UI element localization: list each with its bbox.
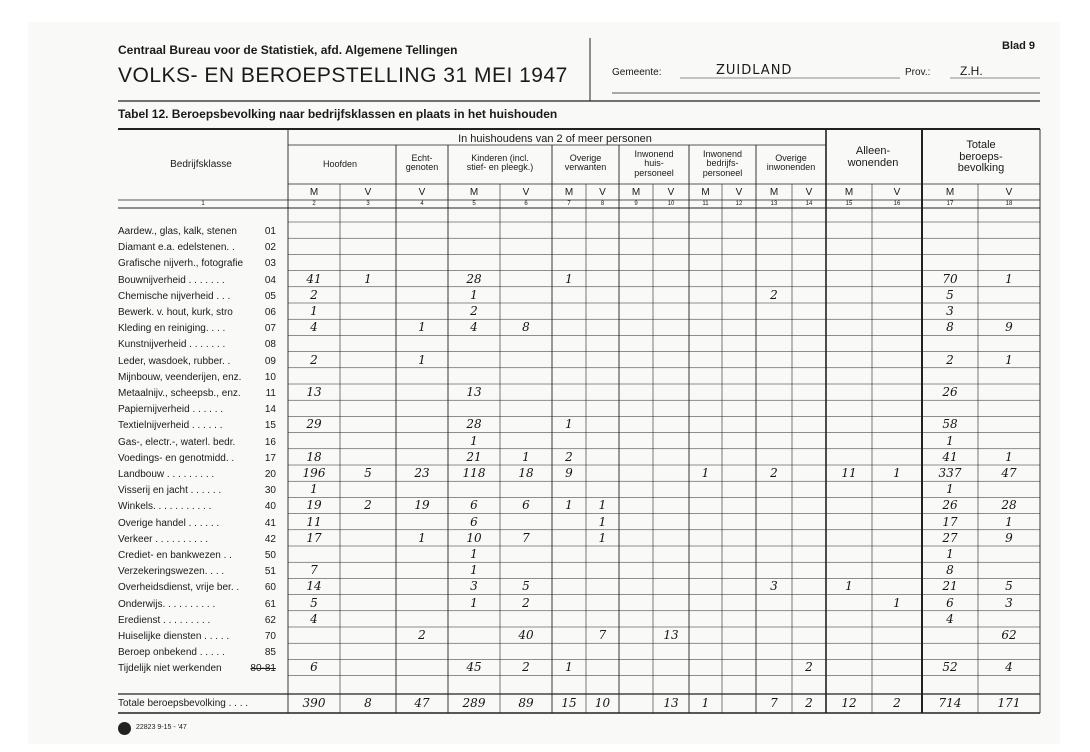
row-label-text: Winkels. . . . . . . . . . .: [118, 501, 212, 513]
row-code: 08: [264, 339, 276, 351]
row-code: 05: [264, 290, 276, 302]
cell-value: 196: [302, 466, 326, 480]
row-label-text: Papiernijverheid . . . . . .: [118, 404, 224, 416]
row-label: [118, 645, 276, 661]
cell-value: 2: [470, 304, 478, 318]
cell-value: 26: [942, 498, 958, 513]
row-label: [118, 289, 276, 305]
col-overige-verwanten: Overige verwanten: [564, 153, 607, 173]
row-code: 02: [264, 242, 276, 254]
row-label: [118, 467, 276, 483]
cell-value: 3: [770, 579, 778, 594]
row-label-text: Overheidsdienst, vrije ber. .: [118, 582, 240, 594]
total-value: 13: [663, 696, 679, 710]
row-label: [118, 499, 276, 515]
table-title: Tabel 12. Beroepsbevolking naar bedrijfsklassen en plaats in het huishouden: [118, 107, 558, 121]
column-number: 12: [735, 201, 743, 207]
cell-value: 3: [946, 304, 954, 318]
col-hoofden: Hoofden: [322, 159, 358, 169]
prov-label: Prov.:: [905, 67, 931, 78]
row-label-text: Landbouw . . . . . . . . .: [118, 469, 215, 480]
cell-value: 28: [1001, 498, 1017, 513]
row-label: [118, 337, 276, 353]
row-label: [118, 256, 276, 272]
cell-value: 41: [942, 449, 958, 464]
cell-value: 1: [418, 530, 426, 545]
sex-label: M: [701, 187, 710, 198]
row-code: 15: [264, 420, 276, 432]
row-label-text: Verzekeringswezen. . . .: [118, 566, 225, 578]
row-label: [118, 580, 276, 596]
sex-label: M: [564, 187, 574, 198]
cell-value: 11: [306, 514, 322, 529]
row-code: 42: [264, 533, 276, 545]
column-number: 9: [634, 201, 638, 207]
cell-value: 5: [310, 595, 318, 610]
cell-value: 1: [310, 304, 318, 318]
col-alleenwonenden: Alleen- wonenden: [847, 145, 899, 169]
cell-value: 1: [598, 498, 607, 513]
column-number: 1: [201, 201, 205, 207]
col-bedrijfsklasse: Bedrijfsklasse: [170, 159, 232, 170]
row-label: [118, 613, 276, 629]
cell-value: 2: [770, 466, 778, 480]
row-code: 10: [264, 371, 276, 383]
total-value: 7: [770, 696, 778, 710]
cell-value: 17: [942, 514, 958, 529]
cell-value: 8: [946, 563, 954, 578]
row-code: 85: [264, 647, 276, 659]
column-number: 3: [366, 201, 370, 207]
row-label: [118, 402, 276, 418]
row-label: [118, 564, 276, 580]
row-code: 61: [264, 598, 276, 610]
row-label-text: Beroep onbekend . . . . .: [118, 647, 225, 659]
col-echtgenoten: Echt- genoten: [405, 153, 439, 173]
row-label: [118, 418, 276, 434]
sex-label: M: [469, 187, 479, 198]
row-label-text: Verkeer . . . . . . . . . .: [118, 533, 209, 545]
cell-value: 9: [1005, 530, 1013, 545]
row-code: 41: [264, 517, 276, 529]
column-number: 13: [770, 201, 778, 207]
cell-value: 13: [663, 628, 679, 642]
cell-value: 4: [946, 611, 954, 626]
row-code: 01: [264, 226, 276, 237]
footer-code: 22823 9-15 - '47: [136, 724, 187, 731]
cell-value: 1: [1005, 514, 1013, 529]
cell-value: 8: [522, 320, 530, 335]
total-value: 390: [302, 696, 326, 710]
row-code: 06: [264, 307, 276, 318]
cell-value: 18: [306, 449, 322, 464]
cell-value: 1: [946, 433, 954, 448]
column-number: 17: [946, 201, 954, 207]
row-label: [118, 661, 276, 677]
sex-label: V: [893, 187, 901, 198]
sex-label: M: [945, 187, 955, 198]
col-overige-inwonenden: Overige inwonenden: [766, 153, 816, 173]
row-label-text: Grafische nijverh., fotografie: [118, 258, 244, 270]
cell-value: 28: [466, 417, 482, 432]
cell-value: 26: [942, 385, 958, 399]
cell-value: 5: [364, 466, 372, 480]
sex-label: V: [667, 187, 675, 198]
cell-value: 21: [942, 579, 958, 594]
cell-value: 9: [565, 466, 573, 480]
row-label-text: Aardew., glas, kalk, stenen: [118, 226, 237, 237]
row-label-text: Leder, wasdoek, rubber. .: [118, 355, 231, 367]
col-inwonend-bedrijfspersoneel: Inwonend bedrijfs- personeel: [702, 149, 743, 178]
row-code: 51: [264, 566, 276, 578]
cell-value: 2: [805, 660, 813, 675]
cell-value: 118: [462, 466, 486, 480]
row-label-text: Gas-, electr.-, waterl. bedr.: [118, 436, 236, 448]
cell-value: 21: [466, 449, 482, 464]
prov-value: Z.H.: [960, 64, 983, 78]
cell-value: 47: [1001, 466, 1017, 480]
cell-value: 1: [565, 271, 573, 286]
row-label: [118, 370, 276, 386]
row-code: 14: [264, 404, 276, 416]
row-label-text: Onderwijs. . . . . . . . . .: [118, 598, 216, 610]
cell-value: 70: [942, 271, 958, 286]
row-code: 20: [264, 469, 276, 480]
cell-value: 1: [310, 482, 318, 497]
sex-label: M: [309, 187, 319, 198]
cell-value: 4: [310, 320, 318, 335]
col-kinderen: Kinderen (incl. stief- en pleegk.): [466, 153, 534, 173]
total-value: 15: [561, 696, 577, 710]
cell-value: 14: [306, 579, 322, 594]
row-code: 70: [264, 631, 276, 642]
row-code: 11: [265, 388, 276, 399]
gemeente-label: Gemeente:: [612, 67, 662, 78]
cell-value: 5: [946, 287, 954, 302]
cell-value: 1: [565, 498, 573, 513]
cell-value: 2: [418, 628, 426, 642]
cell-value: 9: [1005, 320, 1013, 335]
row-label-text: Visserij en jacht . . . . . .: [118, 485, 222, 497]
row-label: [118, 532, 276, 548]
cell-value: 45: [466, 660, 482, 675]
column-number: 10: [667, 201, 675, 207]
row-label: [118, 435, 276, 451]
row-label: [118, 273, 276, 289]
form-title: VOLKS- EN BEROEPSTELLING 31 MEI 1947: [118, 64, 568, 87]
cell-value: 2: [364, 498, 372, 513]
cell-value: 62: [1001, 628, 1017, 642]
sheet-number: Blad 9: [1002, 40, 1036, 52]
cell-value: 1: [893, 466, 901, 480]
total-value: 2: [805, 696, 813, 710]
cell-value: 1: [598, 514, 607, 529]
row-label: [118, 305, 276, 321]
row-label-text: Huiselijke diensten . . . . .: [118, 631, 230, 642]
cell-value: 4: [310, 611, 318, 626]
cell-value: 6: [310, 660, 318, 675]
cell-value: 2: [522, 660, 530, 675]
row-code: 16: [264, 436, 276, 448]
total-value: 171: [997, 696, 1021, 710]
row-label: [118, 548, 276, 564]
total-value: 89: [518, 696, 534, 710]
row-label: [118, 516, 276, 532]
row-label-text: Tijdelijk niet werkenden: [118, 663, 222, 675]
row-label-text: Metaalnijv., scheepsb., enz.: [118, 388, 241, 399]
row-code: 50: [264, 550, 276, 561]
row-label-text: Eredienst . . . . . . . . .: [118, 614, 211, 626]
row-label-text: Overige handel . . . . . .: [118, 517, 220, 529]
column-number: 2: [312, 201, 316, 207]
cell-value: 2: [310, 287, 318, 302]
column-number: 11: [702, 201, 709, 207]
cell-value: 13: [306, 385, 322, 399]
sex-label: M: [844, 187, 854, 198]
row-label-text: Diamant e.a. edelstenen. .: [118, 242, 235, 254]
row-label: [118, 386, 276, 402]
cell-value: 337: [938, 466, 962, 480]
row-code: 04: [264, 274, 276, 286]
col-group-huishoudens: In huishoudens van 2 of meer personen: [458, 133, 652, 145]
sex-label: V: [418, 187, 426, 198]
cell-value: 7: [522, 530, 530, 545]
column-number: 5: [472, 201, 476, 207]
sex-label: V: [1005, 187, 1013, 198]
row-label: [118, 483, 276, 499]
cell-value: 18: [518, 466, 534, 480]
cell-value: 1: [470, 287, 478, 302]
row-label: [118, 597, 276, 613]
cell-value: 5: [1005, 579, 1013, 594]
row-code: 40: [264, 501, 276, 513]
org-name: Centraal Bureau voor de Statistiek, afd. Algemene Tellingen: [118, 43, 458, 57]
total-value: 8: [364, 696, 372, 710]
row-code: 03: [264, 258, 276, 270]
cell-value: 1: [418, 352, 426, 367]
cell-value: 1: [1005, 271, 1013, 286]
total-value: 2: [893, 696, 901, 710]
column-number: 4: [420, 201, 424, 207]
cell-value: 1: [598, 530, 607, 545]
cell-value: 1: [946, 482, 954, 497]
row-label-text: Bewerk. v. hout, kurk, stro: [118, 307, 233, 318]
row-label-text: Crediet- en bankwezen . .: [118, 550, 232, 561]
cell-value: 2: [946, 352, 954, 367]
row-label: [118, 354, 276, 370]
row-code: 17: [264, 452, 276, 464]
column-number: 15: [845, 201, 853, 207]
sex-label: V: [735, 187, 743, 198]
cell-value: 2: [310, 352, 318, 367]
row-label: [118, 240, 276, 256]
cell-value: 6: [522, 498, 530, 513]
column-number: 18: [1005, 201, 1013, 207]
total-value: 47: [414, 696, 430, 710]
row-label: [118, 629, 276, 645]
total-value: 714: [938, 696, 962, 710]
cell-value: 2: [522, 595, 530, 610]
cell-value: 1: [565, 660, 573, 675]
cell-value: 4: [1005, 660, 1013, 675]
cell-value: 7: [310, 563, 318, 578]
cell-value: 1: [1005, 449, 1013, 464]
column-number: 6: [524, 201, 528, 207]
sex-label: V: [599, 187, 606, 198]
row-label-text: Chemische nijverheid . . .: [118, 290, 231, 302]
cell-value: 13: [466, 385, 482, 399]
col-inwonend-huispersoneel: Inwonend huis- personeel: [634, 149, 674, 178]
cell-value: 7: [598, 628, 607, 642]
sex-label: V: [522, 187, 530, 198]
sex-label: V: [805, 187, 813, 198]
cell-value: 10: [466, 530, 482, 545]
cell-value: 6: [946, 595, 954, 610]
cell-value: 58: [942, 417, 958, 432]
column-number: 8: [600, 201, 605, 207]
cell-value: 5: [522, 579, 530, 594]
cell-value: 17: [306, 530, 322, 545]
column-number: 16: [893, 201, 901, 207]
cell-value: 4: [470, 320, 478, 335]
cell-value: 1: [701, 466, 710, 480]
cell-value: 28: [466, 271, 482, 286]
total-value: 12: [841, 696, 857, 710]
row-code: 60: [264, 582, 276, 594]
total-value: 10: [594, 696, 611, 710]
cell-value: 1: [946, 547, 954, 561]
cell-value: 11: [841, 466, 857, 480]
row-code: 09: [264, 355, 276, 367]
cell-value: 1: [470, 563, 478, 578]
row-code: 07: [264, 323, 276, 335]
row-code: 62: [264, 614, 276, 626]
cell-value: 1: [418, 320, 426, 335]
cell-value: 1: [470, 595, 478, 610]
cell-value: 1: [470, 433, 478, 448]
cell-value: 40: [518, 628, 534, 642]
cell-value: 3: [470, 579, 478, 594]
cell-value: 19: [414, 498, 430, 513]
sex-label: M: [769, 187, 779, 198]
cell-value: 19: [306, 498, 322, 513]
row-label-text: Kunstnijverheid . . . . . . .: [118, 339, 226, 351]
cell-value: 8: [946, 320, 954, 335]
cell-value: 1: [845, 579, 853, 594]
cell-value: 1: [1005, 352, 1013, 367]
total-value: 289: [462, 696, 486, 710]
cell-value: 2: [565, 449, 573, 464]
column-number: 14: [805, 201, 813, 207]
row-label-text: Bouwnijverheid . . . . . . .: [118, 274, 225, 286]
row-label: [118, 224, 276, 240]
cell-value: 6: [470, 514, 478, 529]
gemeente-value: ZUIDLAND: [716, 63, 793, 78]
cell-value: 1: [522, 449, 530, 464]
cell-value: 27: [942, 530, 958, 545]
row-label-text: Mijnbouw, veenderijen, enz.: [118, 371, 242, 383]
total-value: 1: [701, 696, 710, 710]
cell-value: 1: [565, 417, 573, 432]
col-totale-beroepsbevolking: Totale beroeps- bevolking: [957, 139, 1005, 175]
cell-value: 41: [306, 271, 322, 286]
cell-value: 29: [306, 417, 322, 432]
cell-value: 1: [470, 547, 478, 561]
cell-value: 6: [470, 498, 478, 513]
row-label-text: Textielnijverheid . . . . . .: [118, 420, 223, 432]
cell-value: 1: [893, 595, 901, 610]
cell-value: 3: [1005, 595, 1013, 610]
row-label: [118, 451, 276, 467]
row-code: 30: [264, 485, 276, 497]
cell-value: 52: [942, 660, 958, 675]
row-code: 80-81: [250, 663, 276, 675]
row-label: [118, 321, 276, 337]
printer-logo-icon: [118, 722, 131, 735]
sex-label: V: [364, 187, 372, 198]
row-label-text: Voedings- en genotmidd. .: [118, 452, 235, 464]
cell-value: 1: [364, 271, 372, 286]
column-number: 7: [567, 201, 571, 207]
sex-label: M: [631, 187, 641, 198]
cell-value: 2: [770, 287, 778, 302]
total-row-label: Totale beroepsbevolking . . . .: [118, 698, 249, 709]
cell-value: 23: [414, 466, 430, 480]
row-label-text: Kleding en reiniging. . . .: [118, 323, 226, 335]
